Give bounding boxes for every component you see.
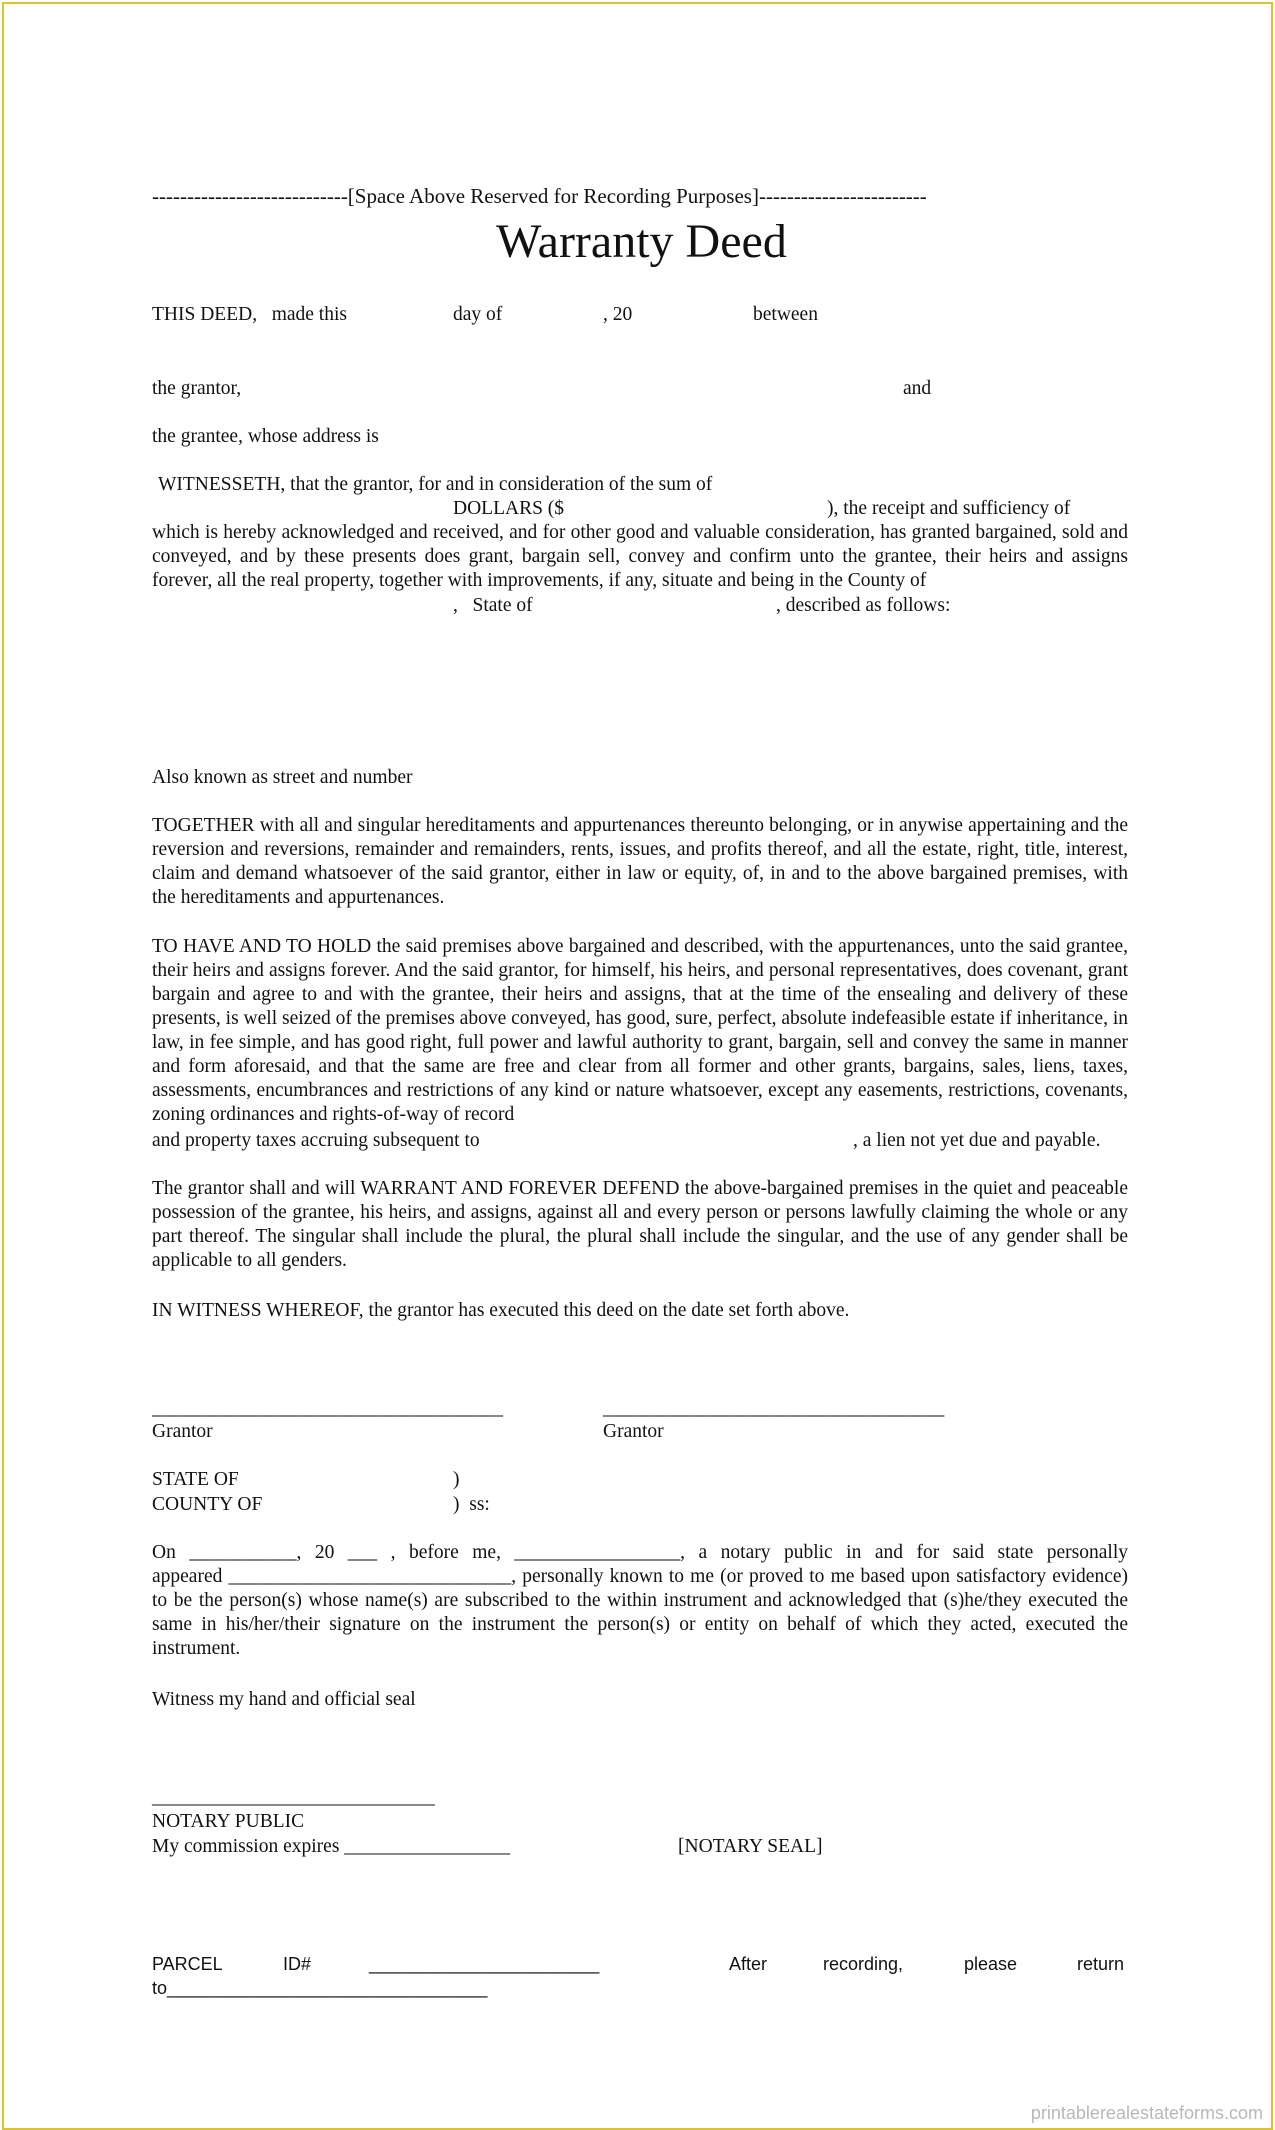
- grantor-label: the grantor,: [152, 378, 242, 399]
- grant-paragraph: which is hereby acknowledged and received, and for other good and valuable consideration, has granted bargained, sold and conveyed, and by these presents does grant, bargain sell, convey and confirm unto the grantee, their heirs and assigns forever, all the real property, together with improvements, if any, situate and being in the County of: [152, 522, 1128, 591]
- grantor-signature-line-right[interactable]: ___________________________________: [603, 1398, 945, 1419]
- recording-label: recording,: [823, 1954, 904, 1974]
- grantor-signature-line-left[interactable]: ____________________________________: [152, 1398, 503, 1419]
- together-paragraph: TOGETHER with all and singular hereditaments and appurtenances thereunto belonging, or in anywise appertaining and the reversion and reversions, remainder and remainders, rents, issues, and profits thereof, and all the estate, right, title, interest, claim and demand whatsoever of the said grantor, either in law or equity, of, in and to the above bargained premises, with the hereditaments and appurtenances.: [152, 815, 1128, 908]
- notary-seal-label: [NOTARY SEAL]: [678, 1836, 823, 1857]
- in-witness-line: IN WITNESS WHEREOF, the grantor has executed this deed on the date set forth above.: [152, 1300, 850, 1321]
- recording-reserved-line: ----------------------------[Space Above Reserved for Recording Purposes]------------------------: [152, 184, 927, 208]
- receipt-label: ), the receipt and sufficiency of: [827, 498, 1071, 519]
- source-url-watermark: printablerealestateforms.com: [1030, 2103, 1263, 2123]
- return-to-line[interactable]: to________________________________: [152, 1978, 488, 1998]
- notary-county-label: COUNTY OF: [152, 1494, 263, 1515]
- dollars-label: DOLLARS ($: [453, 498, 565, 519]
- to-have-paragraph: TO HAVE AND TO HOLD the said premises above bargained and described, with the appurtenances, unto the said grantee, their heirs and assigns forever. And the said grantor, for himself, his heirs, and personal representatives, does covenant, grant bargain and agree to and with the grantee, their heirs and assigns, that at the time of the ensealing and delivery of these presents, is well seized of the premises above conveyed, has good, sure, perfect, absolute indefeasible estate if inheritance, in law, in fee simple, and has good right, full power and lawful authority to grant, bargain, sell and convey the same in manner and form aforesaid, and that the same are free and clear from all former and other grants, bargains, sales, liens, taxes, assessments, encumbrances and restrictions of any kind or nature whatsoever, except any easements, restrictions, covenants, zoning ordinances and rights-of-way of record: [152, 936, 1128, 1125]
- witness-hand-label: Witness my hand and official seal: [152, 1689, 416, 1710]
- described-label: , described as follows:: [776, 595, 951, 616]
- please-label: please: [964, 1954, 1018, 1974]
- parcel-id-label: ID#: [283, 1954, 312, 1974]
- notary-signature-line[interactable]: _____________________________: [152, 1787, 435, 1808]
- document-page: [2, 2, 1273, 2130]
- commission-expires-label: My commission expires _________________: [152, 1836, 511, 1857]
- year-prefix-label: , 20: [603, 304, 633, 325]
- acknowledgment-paragraph: appeared _____________________________, personally known to me (or proved to me based upon satisfactory evidence) to be the person(s) whose name(s) are subscribed to the within instrument and acknowledged that (s)he/they executed the same in his/her/their signature on the instrument the person(s) or entity on behalf of which they acted, executed the instrument.: [152, 1566, 1128, 1659]
- grantee-label: the grantee, whose address is: [152, 426, 379, 447]
- acknowledgment-first-line: On ___________, 20 ___ , before me, _________________, a notary public in and for said state personally: [152, 1542, 1128, 1563]
- taxes-clause-end: , a lien not yet due and payable.: [853, 1130, 1101, 1151]
- taxes-clause-start: and property taxes accruing subsequent to: [152, 1130, 480, 1151]
- notary-state-label: STATE OF: [152, 1469, 239, 1490]
- grantor-label-right: Grantor: [603, 1421, 664, 1442]
- parcel-id-line[interactable]: _______________________: [369, 1954, 600, 1974]
- day-of-label: day of: [453, 304, 503, 325]
- grantor-label-left: Grantor: [152, 1421, 213, 1442]
- notary-paren-2: ) ss:: [453, 1494, 490, 1515]
- also-known-label: Also known as street and number: [152, 767, 413, 788]
- this-deed-label: THIS DEED, made this: [152, 304, 347, 325]
- between-label: between: [753, 304, 818, 325]
- return-label: return: [1077, 1954, 1125, 1974]
- notary-paren-1: ): [453, 1469, 460, 1490]
- warranty-paragraph: The grantor shall and will WARRANT AND FOREVER DEFEND the above-bargained premises in the quiet and peaceable possession of the grantee, his heirs, and assigns, against all and every person or persons lawfully claiming the whole or any part thereof. The singular shall include the plural, the plural shall include the singular, and the use of any gender shall be applicable to all genders.: [152, 1178, 1128, 1271]
- notary-public-label: NOTARY PUBLIC: [152, 1811, 305, 1832]
- and-label: and: [903, 378, 932, 399]
- witnesseth-line: WITNESSETH, that the grantor, for and in consideration of the sum of: [158, 474, 713, 495]
- state-of-label: , State of: [453, 595, 533, 616]
- after-label: After: [729, 1954, 768, 1974]
- page-title: Warranty Deed: [496, 215, 787, 268]
- parcel-label: PARCEL: [152, 1954, 223, 1974]
